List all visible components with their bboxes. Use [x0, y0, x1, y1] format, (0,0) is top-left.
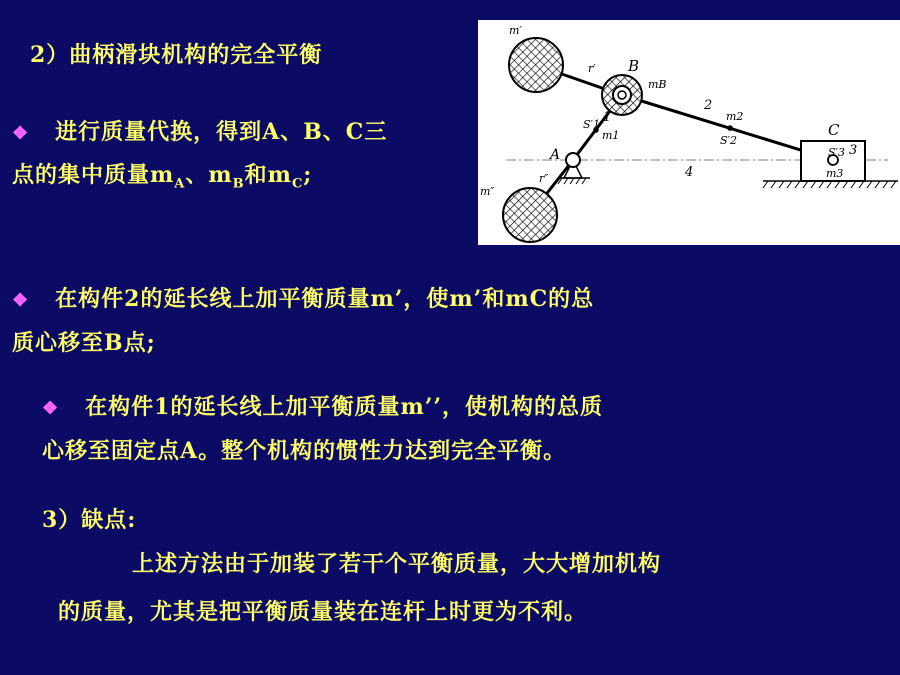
paragraph-balance-link1-line2: 心移至固定点A。整个机构的惯性力达到完全平衡。 — [42, 438, 567, 464]
subscript: A — [174, 176, 186, 192]
text: 进行质量代换，得到A、B、C三 — [55, 119, 388, 145]
paragraph-balance-link2-line1 — [12, 282, 594, 313]
paragraph-mass-substitution-line2 — [12, 158, 312, 191]
mechanism-svg — [478, 20, 900, 245]
label-s1: S′1 — [583, 118, 601, 131]
paragraph-balance-link2-line2: 质心移至B点; — [12, 330, 156, 356]
paragraph-balance-link1-line1 — [42, 390, 603, 421]
paragraph-mass-substitution-line1 — [12, 115, 387, 146]
label-c: C — [828, 121, 840, 139]
label-mb: mB — [648, 78, 667, 91]
text: 点的集中质量m — [12, 162, 175, 188]
label-link-4: 4 — [685, 165, 694, 180]
bullet-diamond-icon: ❖ — [42, 398, 60, 419]
text: 、m — [185, 162, 233, 188]
counterweight-m-double-prime — [503, 188, 557, 242]
label-s2: S′2 — [720, 134, 738, 147]
label-r-prime: r′ — [588, 62, 596, 75]
label-m-double-prime: m″ — [480, 185, 495, 198]
heading-crank-slider-balance: 2）曲柄滑块机构的完全平衡 — [30, 42, 323, 68]
subscript: B — [232, 176, 245, 192]
text: ; — [303, 162, 313, 188]
bullet-diamond-icon: ❖ — [12, 123, 30, 144]
heading-disadvantages: 3）缺点: — [42, 507, 137, 533]
paragraph-disadvantages-line1: 上述方法由于加装了若干个平衡质量，大大增加机构 — [132, 551, 662, 577]
point-m2 — [727, 125, 733, 131]
crank-slider-diagram — [478, 20, 900, 245]
subscript: C — [291, 176, 304, 192]
label-a: A — [550, 147, 561, 163]
label-r-double-prime: r″ — [539, 172, 549, 185]
counterweight-m-prime — [509, 38, 563, 92]
label-link-3: 3 — [849, 143, 858, 158]
joint-b-pin — [618, 91, 626, 99]
label-link-2: 2 — [704, 98, 713, 113]
label-m1: m1 — [602, 129, 620, 142]
text: 在构件1的延长线上加平衡质量m’’，使机构的总质 — [85, 394, 604, 420]
bullet-diamond-icon: ❖ — [12, 290, 30, 311]
label-s3: S′3 — [828, 146, 846, 159]
label-m3: m3 — [826, 167, 844, 180]
label-m-prime: m′ — [509, 24, 522, 37]
label-b: B — [628, 57, 640, 75]
label-link-1: 1 — [603, 110, 612, 125]
paragraph-disadvantages-line2: 的质量，尤其是把平衡质量装在连杆上时更为不利。 — [58, 599, 588, 625]
label-m2: m2 — [726, 110, 744, 123]
text: 在构件2的延长线上加平衡质量m’，使m’和mC的总 — [55, 286, 595, 312]
joint-a — [566, 153, 580, 167]
text: 和m — [244, 162, 292, 188]
